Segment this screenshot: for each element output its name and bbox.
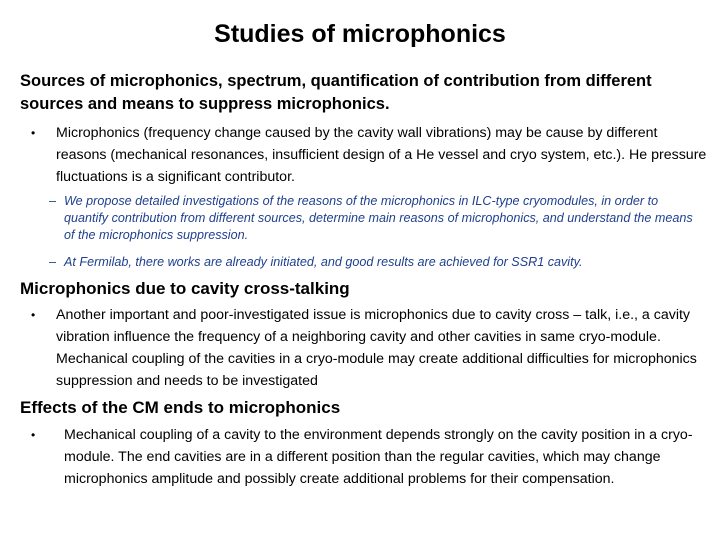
sub-bullet-proposal xyxy=(49,193,704,244)
sub-bullet-text: At Fermilab, there works are already initiated, and good results are achieved for SSR1 cavity. xyxy=(64,255,583,269)
bullet-text: Mechanical coupling of a cavity to the environment depends strongly on the cavity position in a cryo-module. The end cavities are in a different position than the regular cavities, which may change microphonics amplitude and possibly create additional problems for their compensation. xyxy=(64,427,693,487)
section-heading-sources: Sources of microphonics, spectrum, quantification of contribution from different sources and means to suppress microphonics. xyxy=(20,72,652,113)
bullet-mark: • xyxy=(31,126,36,140)
bullet-text: Another important and poor-investigated issue is microphonics due to cavity cross – talk, i.e., a cavity vibration influence the frequency of a neighboring cavity and other cavities in same cryo-module. Mechanical coupling of the cavities in a cryo-module may create additional difficulties for microphonics suppression and needs to be investigated xyxy=(56,307,697,389)
bullet-cross-talk xyxy=(31,304,710,392)
bullet-microphonics-causes xyxy=(31,122,710,188)
bullet-mark: • xyxy=(31,308,36,322)
dash-mark: – xyxy=(49,255,57,269)
section-heading-cm-ends: Effects of the CM ends to microphonics xyxy=(20,398,341,417)
page-title: Studies of microphonics xyxy=(214,20,506,48)
bullet-cm-ends xyxy=(31,424,710,490)
bullet-text: Microphonics (frequency change caused by the cavity wall vibrations) may be cause by different reasons (mechanical resonances, insufficient design of a He vessel and cryo system, etc.). He pressure fluctuations is a significant contributor. xyxy=(56,125,707,185)
bullet-mark: • xyxy=(31,428,36,442)
sub-bullet-text: We propose detailed investigations of the reasons of the microphonics in ILC-type cryomodules, in order to quantify contribution from different sources, determine main reasons of microphonics, and understand the means of the microphonics suppression. xyxy=(64,194,693,242)
section-heading-cross-talking: Microphonics due to cavity cross-talking xyxy=(20,279,350,298)
sub-bullet-fermilab xyxy=(49,254,704,271)
dash-mark: – xyxy=(49,194,57,208)
